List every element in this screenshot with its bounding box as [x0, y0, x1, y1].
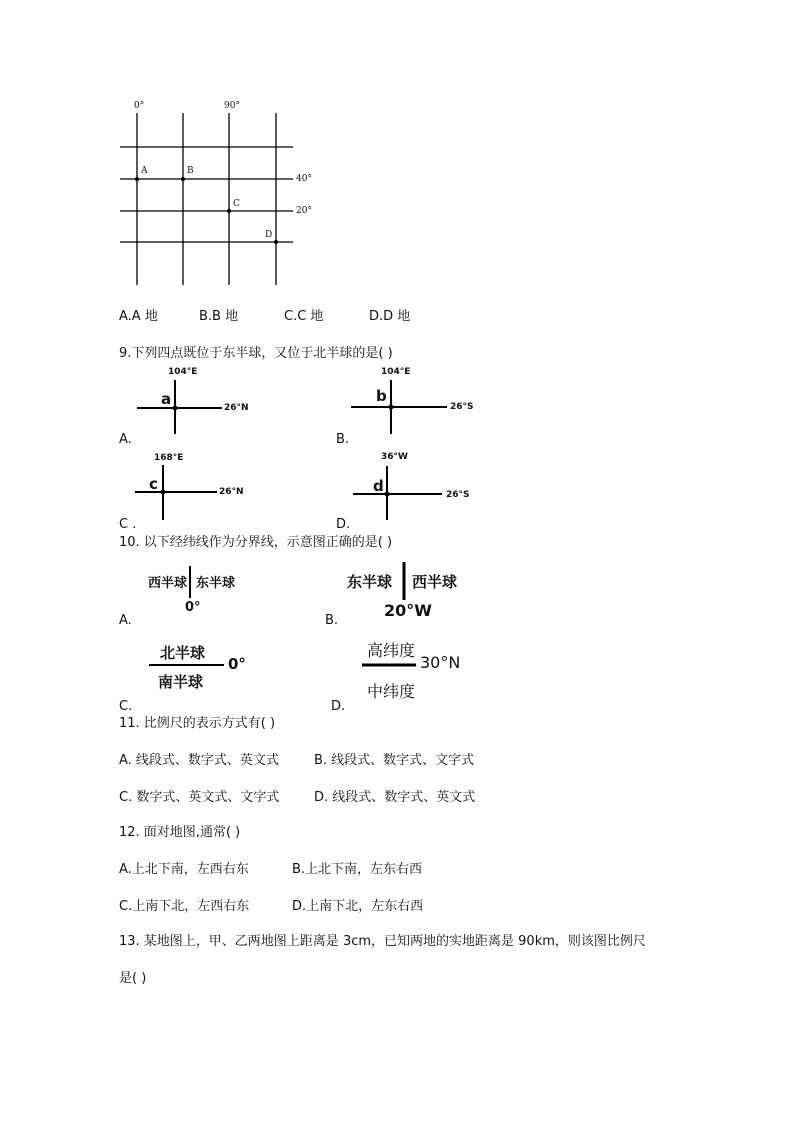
lat-label: 40°	[296, 174, 312, 184]
q10d-line-label: 30°N	[420, 653, 461, 672]
point-label: B	[187, 166, 194, 176]
q12-option-d[interactable]: D.上南下北，左东右西	[292, 899, 424, 914]
point-label: A	[141, 166, 148, 176]
q9b-lat: 26°S	[450, 402, 474, 412]
q11-option-a[interactable]: A. 线段式、数字式、英文式	[119, 753, 279, 768]
q9d-lon: 36°W	[381, 452, 408, 462]
q13-question-line1: 13. 某地图上，甲、乙两地图上距离是 3cm，已知两地的实地距离是 90km，则该图比例尺	[119, 934, 646, 949]
q11-option-b[interactable]: B. 线段式、数字式、文字式	[314, 753, 475, 768]
q9-option-b[interactable]: B.	[336, 432, 350, 447]
q10b-left-label: 东半球	[347, 573, 393, 591]
q10a-left-label: 西半球	[148, 576, 188, 591]
q9-option-a[interactable]: A.	[119, 432, 132, 447]
lon-label: 0°	[134, 101, 145, 111]
q10-option-d[interactable]: D.	[331, 699, 346, 714]
q9-option-c[interactable]: C .	[119, 517, 137, 532]
q9-question: 9.下列四点既位于东半球，又位于北半球的是( )	[119, 346, 393, 361]
q13-question-line2: 是( )	[119, 971, 147, 986]
q9c-letter: c	[149, 475, 158, 493]
q8-option-d[interactable]: D.D 地	[369, 309, 411, 324]
q10d-bottom-label: 中纬度	[367, 682, 416, 701]
q11-option-d[interactable]: D. 线段式、数字式、英文式	[314, 790, 476, 805]
point-label: C	[233, 199, 240, 209]
q9a-lon: 104°E	[168, 367, 198, 377]
q10a-right-label: 东半球	[196, 576, 236, 591]
q11-question: 11. 比例尺的表示方式有( )	[119, 716, 276, 731]
q9a-lat: 26°N	[224, 403, 249, 413]
q10a-line-label: 0°	[185, 600, 201, 615]
q12-option-a[interactable]: A.上北下南，左西右东	[119, 862, 249, 877]
point-label: D	[265, 230, 273, 240]
q12-option-c[interactable]: C.上南下北，左西右东	[119, 899, 250, 914]
lat-label: 20°	[296, 206, 312, 216]
q9b-lon: 104°E	[381, 367, 411, 377]
q9c-lat: 26°N	[219, 487, 244, 497]
q10d-top-label: 高纬度	[367, 641, 416, 660]
q10c-bottom-label: 南半球	[158, 673, 204, 691]
q9d-letter: d	[373, 477, 384, 495]
q9-option-d[interactable]: D.	[336, 517, 351, 532]
q8-option-a[interactable]: A.A 地	[119, 309, 158, 324]
q8-option-b[interactable]: B.B 地	[199, 309, 239, 324]
q10c-top-label: 北半球	[160, 644, 206, 662]
q9a-letter: a	[161, 390, 172, 408]
q10-question: 10. 以下经纬线作为分界线，示意图正确的是( )	[119, 535, 393, 550]
q9b-letter: b	[376, 387, 387, 405]
q10b-right-label: 西半球	[412, 573, 458, 591]
lon-label: 90°	[224, 101, 240, 111]
q12-question: 12. 面对地图,通常( )	[119, 825, 241, 840]
q10-option-c[interactable]: C.	[119, 699, 133, 714]
q10b-line-label: 20°W	[384, 601, 432, 620]
q10-option-b[interactable]: B.	[325, 613, 339, 628]
q9c-lon: 168°E	[154, 453, 184, 463]
q9d-lat: 26°S	[446, 490, 470, 500]
q12-option-b[interactable]: B.上北下南，左东右西	[292, 862, 423, 877]
q10-option-a[interactable]: A.	[119, 613, 132, 628]
q11-option-c[interactable]: C. 数字式、英文式、文字式	[119, 790, 280, 805]
q10c-line-label: 0°	[228, 655, 246, 673]
q8-option-c[interactable]: C.C 地	[284, 309, 324, 324]
